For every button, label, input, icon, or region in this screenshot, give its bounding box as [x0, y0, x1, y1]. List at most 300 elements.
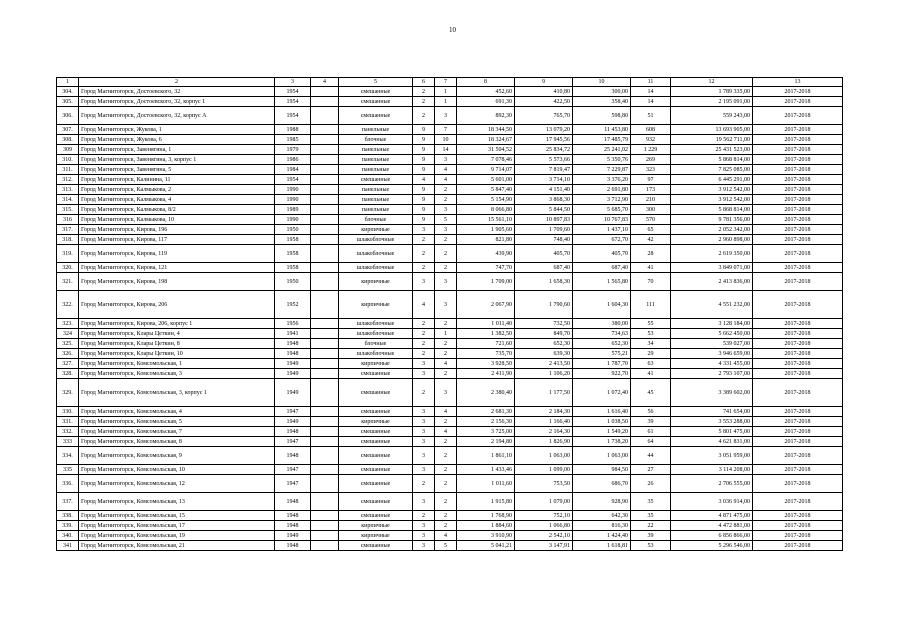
cell-pop: 39	[631, 531, 671, 541]
cell-a9: 1 063,00	[515, 447, 573, 465]
cell-pop: 28	[631, 245, 671, 263]
cell-mat: кирпичные	[339, 359, 413, 369]
column-header: 13	[753, 78, 843, 87]
cell-period: 2017-2018	[753, 245, 843, 263]
cell-mat: шлакоблочные	[339, 245, 413, 263]
table-row	[57, 97, 843, 107]
cell-year: 1954	[275, 175, 311, 185]
cell-a8: 691,30	[457, 97, 515, 107]
cell-floors: 9	[413, 205, 435, 215]
cell-mat: блочные	[339, 215, 413, 225]
cell-n: 325.	[57, 339, 79, 349]
cell-a10: 1 038,50	[573, 417, 631, 427]
cell-col4	[311, 349, 339, 359]
cell-entr: 3	[435, 205, 457, 215]
cell-year: 1990	[275, 185, 311, 195]
cell-a10: 405,70	[573, 245, 631, 263]
cell-a8: 1 884,60	[457, 521, 515, 531]
cell-a9: 7 819,47	[515, 165, 573, 175]
cell-cost: 19 562 711,00	[671, 135, 753, 145]
cell-a10: 1 616,40	[573, 407, 631, 417]
cell-cost: 4 472 881,00	[671, 521, 753, 531]
cell-pop: 35	[631, 493, 671, 511]
cell-floors: 9	[413, 135, 435, 145]
cell-entr: 3	[435, 273, 457, 291]
table-row	[57, 465, 843, 475]
cell-cost: 6 445 291,00	[671, 175, 753, 185]
cell-pop: 61	[631, 427, 671, 437]
cell-col4	[311, 319, 339, 329]
cell-period: 2017-2018	[753, 97, 843, 107]
cell-floors: 4	[413, 291, 435, 319]
cell-addr: Город Магнитогорск, Достоевского, 32	[79, 87, 275, 97]
cell-cost: 2 793 107,00	[671, 369, 753, 379]
cell-year: 1947	[275, 407, 311, 417]
table-row	[57, 475, 843, 493]
cell-col4	[311, 475, 339, 493]
cell-a10: 734,63	[573, 329, 631, 339]
cell-floors: 3	[413, 447, 435, 465]
cell-cost: 5 296 546,00	[671, 541, 753, 551]
cell-addr: Город Магнитогорск, Комсомольская, 3	[79, 369, 275, 379]
cell-a10: 1 063,00	[573, 447, 631, 465]
table-row	[57, 165, 843, 175]
cell-pop: 55	[631, 319, 671, 329]
cell-year: 1949	[275, 531, 311, 541]
table-row	[57, 447, 843, 465]
cell-mat: панельные	[339, 125, 413, 135]
cell-a9: 1 099,00	[515, 465, 573, 475]
cell-floors: 2	[413, 245, 435, 263]
cell-a10: 686,70	[573, 475, 631, 493]
cell-period: 2017-2018	[753, 145, 843, 155]
cell-entr: 3	[435, 291, 457, 319]
cell-a9: 422,50	[515, 97, 573, 107]
cell-addr: Город Магнитогорск, Комсомольская, 4	[79, 407, 275, 417]
cell-floors: 3	[413, 359, 435, 369]
cell-a9: 1 790,60	[515, 291, 573, 319]
cell-cost: 2 619 350,00	[671, 245, 753, 263]
cell-col4	[311, 205, 339, 215]
cell-n: 311.	[57, 165, 79, 175]
cell-a8: 735,70	[457, 349, 515, 359]
cell-a8: 5 041,21	[457, 541, 515, 551]
cell-year: 1949	[275, 369, 311, 379]
cell-a8: 3 928,50	[457, 359, 515, 369]
cell-year: 1947	[275, 475, 311, 493]
cell-cost: 2 413 836,00	[671, 273, 753, 291]
cell-entr: 2	[435, 235, 457, 245]
cell-n: 321.	[57, 273, 79, 291]
cell-n: 308.	[57, 135, 79, 145]
cell-col4	[311, 165, 339, 175]
cell-addr: Город Магнитогорск, Комсомольская, 13	[79, 493, 275, 511]
cell-a10: 1 072,40	[573, 379, 631, 407]
cell-addr: Город Магнитогорск, Комсомольская, 17	[79, 521, 275, 531]
cell-year: 1948	[275, 493, 311, 511]
cell-mat: блочные	[339, 339, 413, 349]
cell-year: 1947	[275, 437, 311, 447]
cell-floors: 3	[413, 531, 435, 541]
cell-a9: 1 106,20	[515, 369, 573, 379]
cell-col4	[311, 493, 339, 511]
cell-mat: блочные	[339, 135, 413, 145]
cell-addr: Город Магнитогорск, Кирова, 206	[79, 291, 275, 319]
cell-n: 304.	[57, 87, 79, 97]
cell-addr: Город Магнитогорск, Кирова, 117	[79, 235, 275, 245]
cell-year: 1954	[275, 107, 311, 125]
cell-n: 340.	[57, 531, 79, 541]
cell-year: 1950	[275, 225, 311, 235]
cell-cost: 559 243,00	[671, 107, 753, 125]
table-row	[57, 531, 843, 541]
cell-addr: Город Магнитогорск, Завенягина, 3, корпус 1	[79, 155, 275, 165]
cell-a9: 849,70	[515, 329, 573, 339]
cell-a9: 3 147,91	[515, 541, 573, 551]
cell-n: 323.	[57, 319, 79, 329]
cell-floors: 2	[413, 235, 435, 245]
table-row	[57, 155, 843, 165]
cell-cost: 3 114 208,00	[671, 465, 753, 475]
cell-floors: 2	[413, 97, 435, 107]
cell-a10: 17 485,79	[573, 135, 631, 145]
cell-a10: 642,30	[573, 511, 631, 521]
cell-addr: Город Магнитогорск, Калмыкова, 8/2	[79, 205, 275, 215]
cell-a9: 13 079,20	[515, 125, 573, 135]
cell-mat: шлакоблочные	[339, 319, 413, 329]
cell-entr: 10	[435, 135, 457, 145]
cell-period: 2017-2018	[753, 165, 843, 175]
cell-mat: смешанные	[339, 87, 413, 97]
cell-col4	[311, 225, 339, 235]
table-row	[57, 185, 843, 195]
cell-entr: 14	[435, 145, 457, 155]
cell-period: 2017-2018	[753, 155, 843, 165]
cell-cost: 5 662 450,00	[671, 329, 753, 339]
cell-pop: 29	[631, 349, 671, 359]
cell-a8: 5 601,00	[457, 175, 515, 185]
cell-mat: шлакоблочные	[339, 329, 413, 339]
cell-addr: Город Магнитогорск, Комсомольская, 15	[79, 511, 275, 521]
cell-pop: 53	[631, 541, 671, 551]
cell-year: 1948	[275, 349, 311, 359]
table-row	[57, 319, 843, 329]
cell-a8: 2 380,40	[457, 379, 515, 407]
cell-a9: 2 164,30	[515, 427, 573, 437]
cell-a8: 1 861,10	[457, 447, 515, 465]
cell-n: 312.	[57, 175, 79, 185]
cell-a8: 2 067,90	[457, 291, 515, 319]
cell-period: 2017-2018	[753, 205, 843, 215]
table-body	[57, 87, 843, 551]
cell-addr: Город Магнитогорск, Комсомольская, 1	[79, 359, 275, 369]
cell-year: 1954	[275, 97, 311, 107]
cell-cost: 13 693 905,00	[671, 125, 753, 135]
cell-entr: 2	[435, 475, 457, 493]
cell-pop: 97	[631, 175, 671, 185]
cell-period: 2017-2018	[753, 541, 843, 551]
cell-a10: 984,50	[573, 465, 631, 475]
cell-n: 313.	[57, 185, 79, 195]
cell-a10: 575,21	[573, 349, 631, 359]
cell-a10: 1 738,20	[573, 437, 631, 447]
cell-cost: 3 553 288,00	[671, 417, 753, 427]
cell-year: 1948	[275, 339, 311, 349]
cell-period: 2017-2018	[753, 87, 843, 97]
cell-cost: 4 871 475,00	[671, 511, 753, 521]
cell-a9: 410,80	[515, 87, 573, 97]
cell-col4	[311, 125, 339, 135]
cell-cost: 25 431 523,00	[671, 145, 753, 155]
cell-a8: 3 725,00	[457, 427, 515, 437]
cell-cost: 3 912 542,00	[671, 195, 753, 205]
cell-floors: 3	[413, 427, 435, 437]
cell-floors: 3	[413, 493, 435, 511]
column-header: 4	[311, 78, 339, 87]
cell-floors: 3	[413, 541, 435, 551]
cell-addr: Город Магнитогорск, Комсомольская, 8	[79, 437, 275, 447]
cell-entr: 2	[435, 511, 457, 521]
table-row	[57, 107, 843, 125]
cell-a9: 765,70	[515, 107, 573, 125]
cell-n: 329.	[57, 379, 79, 407]
cell-mat: панельные	[339, 185, 413, 195]
cell-a10: 380,00	[573, 319, 631, 329]
cell-floors: 9	[413, 155, 435, 165]
cell-a8: 7 078,46	[457, 155, 515, 165]
cell-col4	[311, 531, 339, 541]
cell-entr: 3	[435, 379, 457, 407]
cell-cost: 3 912 542,00	[671, 185, 753, 195]
cell-entr: 2	[435, 263, 457, 273]
cell-a9: 1 709,60	[515, 225, 573, 235]
cell-floors: 2	[413, 339, 435, 349]
cell-period: 2017-2018	[753, 125, 843, 135]
cell-floors: 2	[413, 263, 435, 273]
cell-a8: 8 066,80	[457, 205, 515, 215]
cell-col4	[311, 511, 339, 521]
table-row	[57, 125, 843, 135]
cell-a10: 3 712,90	[573, 195, 631, 205]
cell-pop: 39	[631, 417, 671, 427]
cell-a9: 5 844,50	[515, 205, 573, 215]
cell-mat: смешанные	[339, 511, 413, 521]
cell-entr: 2	[435, 349, 457, 359]
cell-col4	[311, 195, 339, 205]
column-header: 6	[413, 78, 435, 87]
cell-a9: 2 413,50	[515, 359, 573, 369]
cell-mat: смешанные	[339, 175, 413, 185]
cell-col4	[311, 245, 339, 263]
table-row	[57, 225, 843, 235]
cell-a8: 1 433,46	[457, 465, 515, 475]
cell-a9: 17 945,56	[515, 135, 573, 145]
cell-mat: шлакоблочные	[339, 263, 413, 273]
cell-mat: смешанные	[339, 427, 413, 437]
table-row	[57, 329, 843, 339]
cell-pop: 42	[631, 235, 671, 245]
cell-cost: 3 849 071,00	[671, 263, 753, 273]
cell-entr: 4	[435, 175, 457, 185]
cell-col4	[311, 417, 339, 427]
cell-entr: 3	[435, 225, 457, 235]
cell-a8: 31 504,52	[457, 145, 515, 155]
cell-mat: смешанные	[339, 97, 413, 107]
table-row	[57, 145, 843, 155]
cell-floors: 9	[413, 125, 435, 135]
cell-n: 341	[57, 541, 79, 551]
cell-a8: 5 847,40	[457, 185, 515, 195]
cell-a9: 2 184,30	[515, 407, 573, 417]
cell-period: 2017-2018	[753, 465, 843, 475]
cell-col4	[311, 263, 339, 273]
cell-pop: 323	[631, 165, 671, 175]
cell-a8: 18 324,67	[457, 135, 515, 145]
cell-col4	[311, 447, 339, 465]
cell-a10: 1 437,10	[573, 225, 631, 235]
cell-entr: 4	[435, 531, 457, 541]
column-header: 8	[457, 78, 515, 87]
cell-addr: Город Магнитогорск, Комсомольская, 5	[79, 417, 275, 427]
cell-pop: 14	[631, 87, 671, 97]
cell-a9: 3 714,10	[515, 175, 573, 185]
cell-pop: 111	[631, 291, 671, 319]
cell-a10: 1 549,20	[573, 427, 631, 437]
cell-mat: смешанные	[339, 475, 413, 493]
cell-a10: 25 241,02	[573, 145, 631, 155]
column-header: 7	[435, 78, 457, 87]
cell-floors: 2	[413, 329, 435, 339]
column-header: 12	[671, 78, 753, 87]
cell-addr: Город Магнитогорск, Комсомольская, 9	[79, 447, 275, 465]
cell-pop: 932	[631, 135, 671, 145]
cell-pop: 269	[631, 155, 671, 165]
cell-year: 1990	[275, 195, 311, 205]
cell-pop: 300	[631, 205, 671, 215]
cell-addr: Город Магнитогорск, Завенягина, 1	[79, 145, 275, 155]
table-row	[57, 245, 843, 263]
cell-mat: кирпичные	[339, 291, 413, 319]
cell-entr: 2	[435, 339, 457, 349]
cell-period: 2017-2018	[753, 437, 843, 447]
cell-floors: 9	[413, 145, 435, 155]
cell-pop: 210	[631, 195, 671, 205]
cell-entr: 2	[435, 319, 457, 329]
cell-n: 310.	[57, 155, 79, 165]
cell-a10: 816,30	[573, 521, 631, 531]
cell-addr: Город Магнитогорск, Калинина, 11	[79, 175, 275, 185]
cell-n: 337.	[57, 493, 79, 511]
cell-entr: 2	[435, 369, 457, 379]
cell-year: 1947	[275, 465, 311, 475]
cell-col4	[311, 407, 339, 417]
cell-n: 335	[57, 465, 79, 475]
cell-addr: Город Магнитогорск, Завенягина, 5	[79, 165, 275, 175]
cell-n: 334.	[57, 447, 79, 465]
cell-mat: смешанные	[339, 407, 413, 417]
cell-floors: 2	[413, 475, 435, 493]
cell-pop: 570	[631, 215, 671, 225]
cell-addr: Город Магнитогорск, Комсомольская, 21	[79, 541, 275, 551]
cell-floors: 3	[413, 465, 435, 475]
cell-year: 1979	[275, 145, 311, 155]
cell-a8: 2 156,30	[457, 417, 515, 427]
cell-n: 318.	[57, 235, 79, 245]
cell-col4	[311, 185, 339, 195]
table-row	[57, 87, 843, 97]
cell-a10: 922,70	[573, 369, 631, 379]
cell-a8: 821,80	[457, 235, 515, 245]
cell-mat: смешанные	[339, 493, 413, 511]
cell-period: 2017-2018	[753, 175, 843, 185]
cell-period: 2017-2018	[753, 107, 843, 125]
cell-year: 1985	[275, 135, 311, 145]
cell-n: 320.	[57, 263, 79, 273]
cell-col4	[311, 135, 339, 145]
cell-a10: 358,40	[573, 97, 631, 107]
cell-col4	[311, 465, 339, 475]
cell-a9: 1 066,80	[515, 521, 573, 531]
cell-entr: 1	[435, 87, 457, 97]
cell-n: 314.	[57, 195, 79, 205]
cell-col4	[311, 87, 339, 97]
cell-addr: Город Магнитогорск, Калмыкова, 2	[79, 185, 275, 195]
cell-entr: 2	[435, 521, 457, 531]
cell-entr: 4	[435, 427, 457, 437]
cell-a9: 748,40	[515, 235, 573, 245]
cell-a10: 3 376,20	[573, 175, 631, 185]
cell-col4	[311, 329, 339, 339]
cell-cost: 3 036 914,00	[671, 493, 753, 511]
cell-addr: Город Магнитогорск, Кирова, 119	[79, 245, 275, 263]
cell-a8: 747,70	[457, 263, 515, 273]
cell-cost: 539 027,00	[671, 339, 753, 349]
cell-cost: 3 946 659,00	[671, 349, 753, 359]
cell-cost: 3 128 184,00	[671, 319, 753, 329]
cell-n: 307.	[57, 125, 79, 135]
cell-a8: 2 411,90	[457, 369, 515, 379]
cell-addr: Город Магнитогорск, Комсомольская, 12	[79, 475, 275, 493]
cell-floors: 3	[413, 521, 435, 531]
cell-period: 2017-2018	[753, 185, 843, 195]
cell-col4	[311, 339, 339, 349]
cell-n: 336.	[57, 475, 79, 493]
cell-year: 1954	[275, 87, 311, 97]
table-row	[57, 291, 843, 319]
cell-entr: 2	[435, 437, 457, 447]
table-row	[57, 263, 843, 273]
cell-a8: 15 561,10	[457, 215, 515, 225]
cell-cost: 5 868 814,00	[671, 205, 753, 215]
cell-year: 1949	[275, 379, 311, 407]
cell-n: 332.	[57, 427, 79, 437]
cell-pop: 173	[631, 185, 671, 195]
cell-mat: кирпичные	[339, 417, 413, 427]
cell-a9: 1 658,30	[515, 273, 573, 291]
cell-col4	[311, 541, 339, 551]
cell-a9: 5 573,66	[515, 155, 573, 165]
cell-a10: 11 453,80	[573, 125, 631, 135]
cell-mat: панельные	[339, 205, 413, 215]
cell-col4	[311, 379, 339, 407]
cell-year: 1984	[275, 165, 311, 175]
cell-a9: 4 151,40	[515, 185, 573, 195]
cell-period: 2017-2018	[753, 447, 843, 465]
cell-addr: Город Магнитогорск, Комсомольская, 10	[79, 465, 275, 475]
cell-a9: 25 834,72	[515, 145, 573, 155]
cell-entr: 5	[435, 215, 457, 225]
cell-n: 328.	[57, 369, 79, 379]
